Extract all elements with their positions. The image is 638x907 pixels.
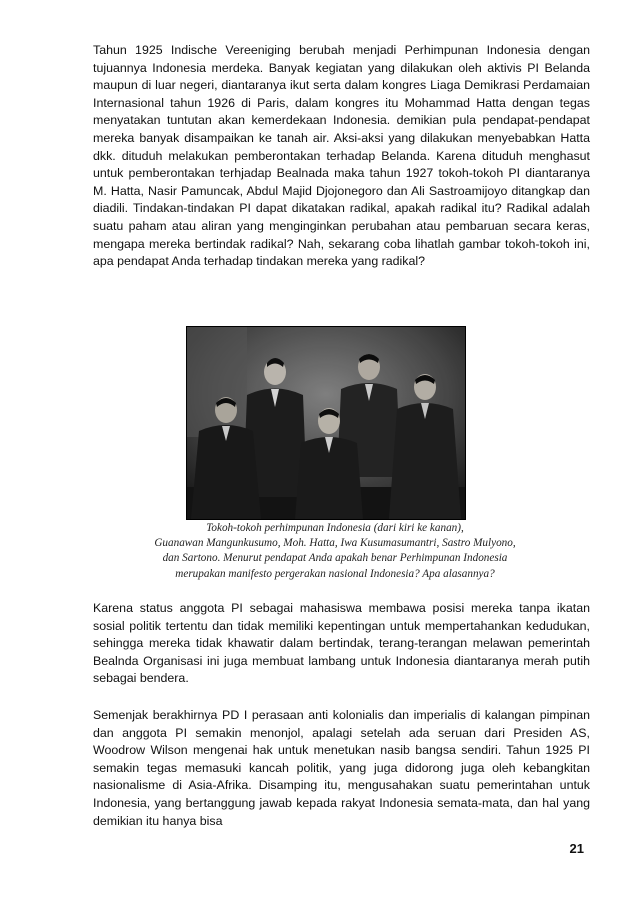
body-paragraph: Tahun 1925 Indische Vereeniging berubah menjadi Perhimpunan Indonesia dengan tujuannya Indonesia merdeka. Banyak kegiatan yang dilakukan oleh aktivis PI Belanda maupun di luar negeri, diantaranya ikut serta dalam kongres Liaga Demikrasi Perdamaian Internasional tahun 1926 di Paris, dalam kongres itu Mohammad Hatta dengan tegas menyatakan tuntutan akan kemerdekaan Indonesia. demikian pula pendapat-pendapat mereka banyak disampaikan ke tanah air. Aksi-aksi yang dilakukan menyebabkan Hatta dkk. dituduh melakukan pemberontakan terhadap Belanda. Karena dituduh menghasut untuk pemberontakan terhjadap Bealnada maka tahun 1927 tokoh-tokoh PI diantaranya M. Hatta, Nasir Pamuncak, Abdul Majid Djojonegoro dan Ali Sastroamijoyo ditangkap dan diadili. Tindakan-tindakan PI dapat dikatakan radikal, apakah radikal itu? Radikal adalah suatu paham atau aliran yang menginginkan perubahan atau pembaruan secara keras, mengapa mereka bertindak radikal? Nah, sekarang coba lihatlah gambar tokoh-tokoh ini, apa pendapat Anda terhadap tindakan mereka yang radikal? <box>93 43 590 269</box>
caption-line: merupakan manifesto pergerakan nasional Indonesia? Apa alasannya? <box>175 567 495 580</box>
body-paragraph: Karena status anggota PI sebagai mahasiswa membawa posisi mereka tanpa ikatan sosial politik tertentu dan tidak memiliki kepentingan untuk mempertahankan kedudukan, sehingga mereka tidak khawatir dalam bertindak, terang-terangan melawan pemerintah Bealnda Organisasi ini juga membuat lambang untuk Indonesia diantaranya merah putih sebagai bendera. <box>93 601 590 686</box>
caption-line: Tokoh-tokoh perhimpunan Indonesia (dari kiri ke kanan), <box>206 522 464 534</box>
caption-line: Guanawan Mangunkusumo, Moh. Hatta, Iwa Kusumasumantri, Sastro Mulyono, <box>154 537 516 550</box>
caption-line: dan Sartono. Menurut pendapat Anda apakah benar Perhimpunan Indonesia <box>162 552 508 565</box>
historical-group-photo <box>187 327 465 519</box>
body-paragraph: Semenjak berakhirnya PD I perasaan anti kolonialis dan imperialis di kalangan pimpinan dan anggota PI semakin menonjol, apalagi setelah ada seruan dari Presiden AS, Woodrow Wilson mengenai hak untuk menetukan nasib bangsa sendiri. Tahun 1925 PI semakin tegas memasuki kancah politik, yang juga didorong juga oleh kebangkitan nasionalisme di Asia-Afrika. Disamping itu, mengusahakan suatu pemerintahan untuk Indonesia, yang bertanggung jawab kepada rakyat Indonesia semata-mata, dan hal yang demikian itu hanya bisa <box>93 708 590 828</box>
page-number: 21 <box>569 841 584 856</box>
figure-caption <box>100 521 570 582</box>
